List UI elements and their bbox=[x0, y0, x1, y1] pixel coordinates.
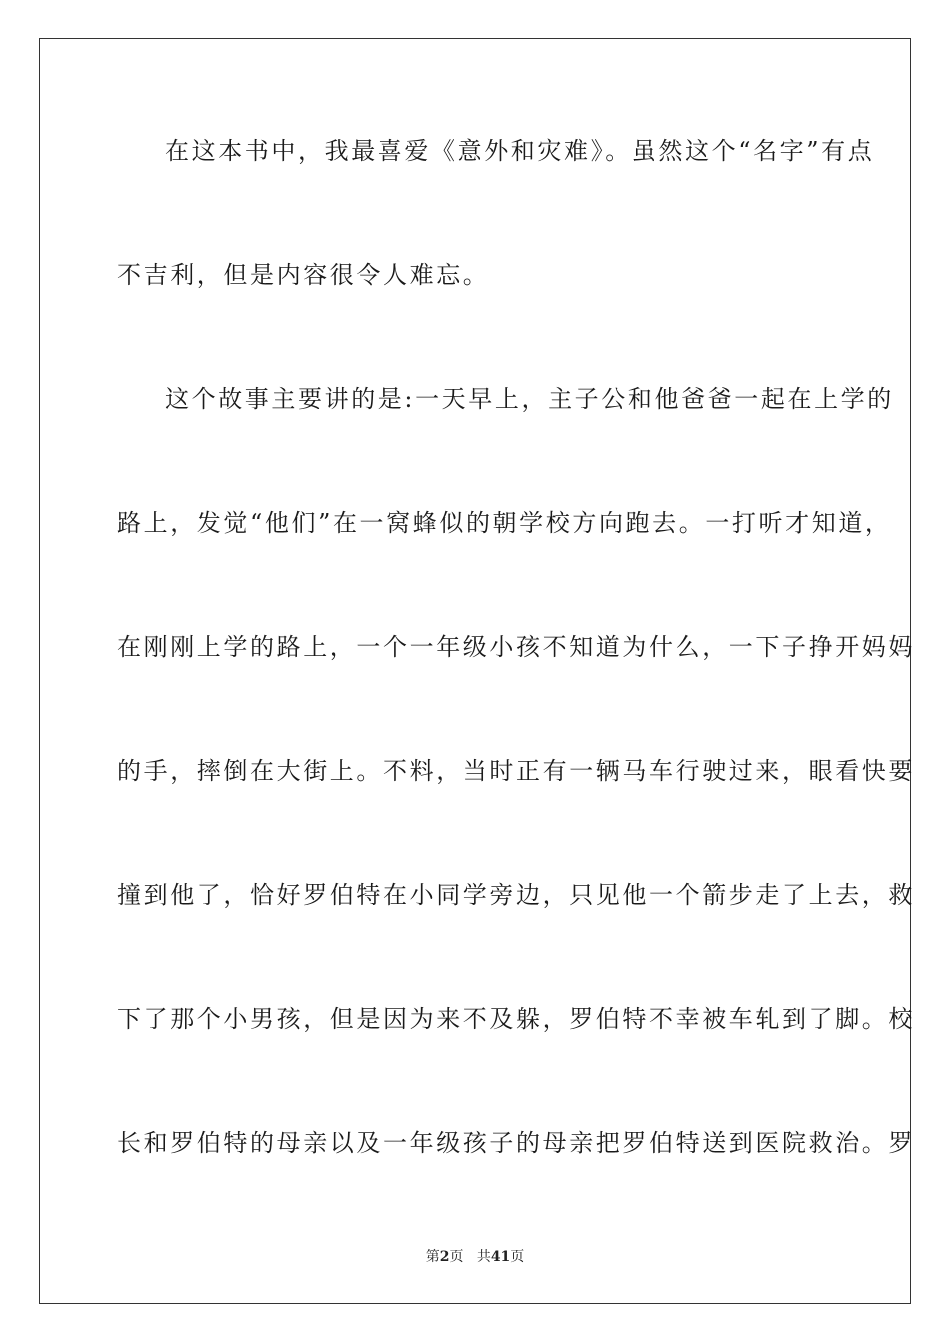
paragraph-2-line-1: 这个故事主要讲的是:一天早上，主子公和他爸爸一起在上学的 bbox=[165, 385, 894, 413]
paragraph-2-line-6: 下了那个小男孩，但是因为来不及躲，罗伯特不幸被车轧到了脚。校 bbox=[117, 1005, 915, 1033]
paragraph-2-line-2: 路上，发觉“他们”在一窝蜂似的朝学校方向跑去。一打听才知道， bbox=[117, 509, 892, 537]
paragraph-1-line-1: 在这本书中，我最喜爱《意外和灾难》。虽然这个“名字”有点 bbox=[165, 137, 875, 165]
page-number: 2 bbox=[439, 1249, 450, 1265]
total-pages: 41 bbox=[490, 1249, 511, 1265]
paragraph-2-line-3: 在刚刚上学的路上，一个一年级小孩不知道为什么，一下子挣开妈妈 bbox=[117, 633, 915, 661]
paragraph-2-line-4: 的手，摔倒在大街上。不料，当时正有一辆马车行驶过来，眼看快要 bbox=[117, 757, 915, 785]
paragraph-1-line-2: 不吉利，但是内容很令人难忘。 bbox=[117, 261, 490, 289]
page-suffix: 页 bbox=[449, 1249, 464, 1265]
total-prefix: 共 bbox=[476, 1249, 491, 1265]
page-border bbox=[39, 38, 915, 1304]
paragraph-2-line-5: 撞到他了，恰好罗伯特在小同学旁边，只见他一个箭步走了上去，救 bbox=[117, 881, 915, 909]
page-prefix: 第 bbox=[425, 1249, 440, 1265]
paragraph-2-line-7: 长和罗伯特的母亲以及一年级孩子的母亲把罗伯特送到医院救治。罗 bbox=[117, 1129, 915, 1157]
total-suffix: 页 bbox=[510, 1249, 525, 1265]
page-footer bbox=[0, 1248, 950, 1266]
